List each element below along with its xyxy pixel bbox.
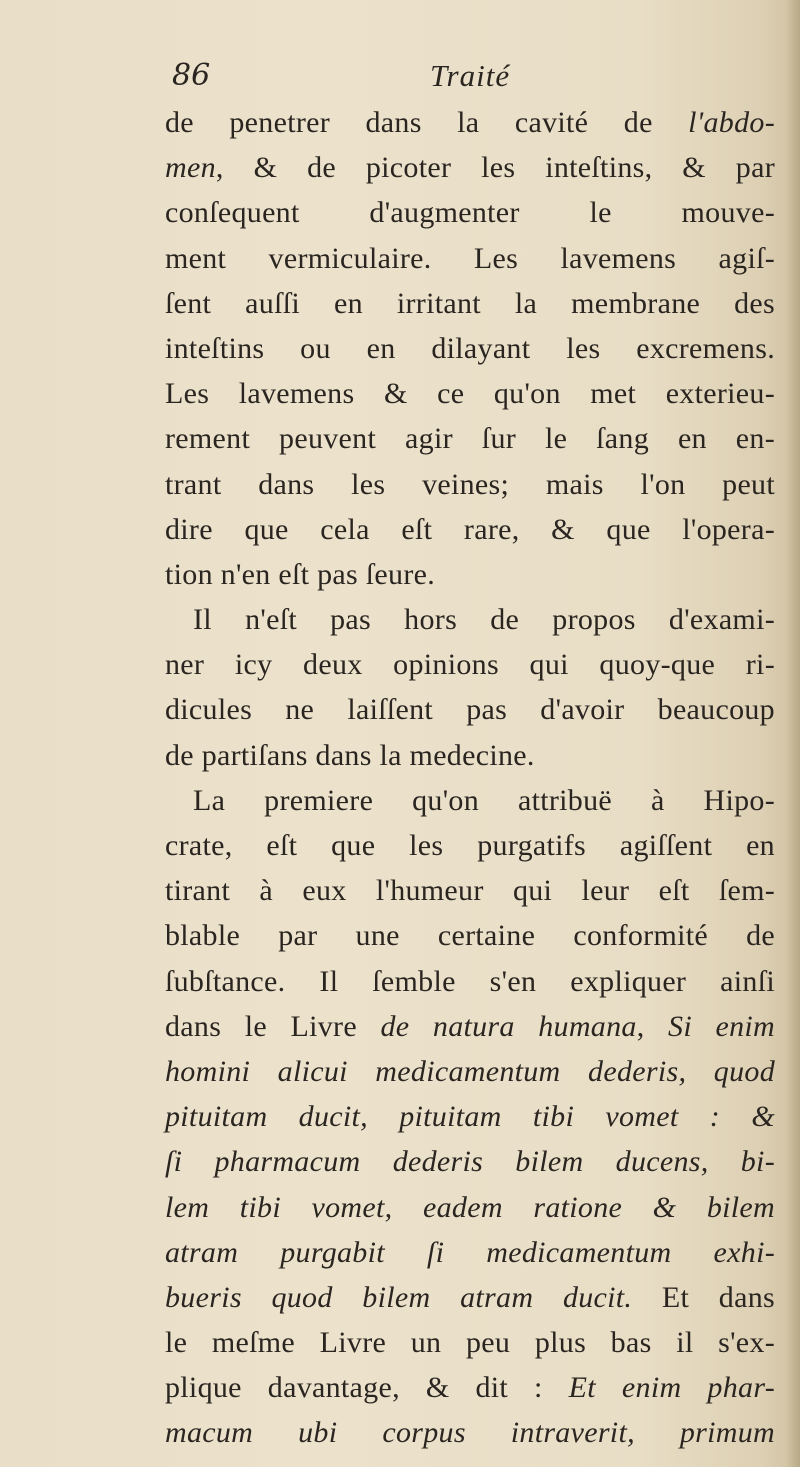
text-line [165, 236, 775, 281]
running-title: Traité [430, 58, 511, 93]
text-segment: ment vermiculaire. Les lavemens agiſ- [165, 241, 775, 275]
text-line [165, 959, 775, 1004]
text-segment: de partiſans dans la medecine. [165, 738, 535, 772]
text-segment: tirant à eux l'humeur qui leur eſt ſem- [165, 874, 775, 908]
text-line [165, 371, 775, 416]
text-line [165, 733, 775, 778]
text-line [165, 416, 775, 461]
italic-text-segment: l'abdo- [688, 106, 775, 139]
text-line [165, 868, 775, 913]
italic-text-segment: atram purgabit ſi medicamentum exhi- [165, 1235, 775, 1269]
italic-text-segment: homini alicui medicamentum dederis, quod [165, 1054, 775, 1088]
text-segment: de penetrer dans la cavité de [165, 106, 689, 139]
italic-text-segment: de natura humana [380, 1009, 637, 1043]
text-segment: ſent auſſi en irritant la membrane des [165, 286, 775, 320]
text-line [165, 687, 775, 732]
text-line [165, 778, 775, 823]
text-line [165, 1185, 775, 1230]
text-line [165, 552, 775, 597]
text-segment: conſequent d'augmenter le mouve- [165, 196, 775, 230]
text-line [165, 145, 775, 190]
italic-text-segment: pituitam ducit, pituitam tibi vomet : & [165, 1100, 775, 1134]
text-line [165, 1230, 775, 1275]
italic-text-segment: bueris quod bilem atram ducit. [165, 1280, 633, 1314]
text-line [165, 507, 775, 552]
text-segment: dans le Livre [165, 1009, 381, 1043]
page-edge-shadow [786, 0, 800, 1467]
text-line [165, 190, 775, 235]
text-segment: , [636, 1009, 669, 1043]
text-line [165, 1004, 775, 1049]
text-segment: rement peuvent agir ſur le ſang en en- [165, 422, 775, 456]
text-segment: Il n'eſt pas hors de propos d'exami- [193, 603, 775, 637]
text-line [165, 913, 775, 958]
text-line [165, 1365, 775, 1410]
text-segment: crate, eſt que les purgatifs agiſſent en [165, 829, 775, 862]
text-segment: blable par une certaine conformité de [165, 919, 775, 953]
text-line [165, 462, 775, 507]
text-segment: dicules ne laiſſent pas d'avoir beaucoup [165, 693, 775, 727]
text-line [165, 1139, 775, 1184]
text-line [165, 1275, 775, 1320]
text-segment: , & de picoter les inteſtins, & par [215, 151, 775, 185]
text-line [165, 1410, 775, 1455]
italic-text-segment: macum ubi corpus intraverit, primum [165, 1416, 775, 1450]
text-segment: inteſtins ou en dilayant les excremens. [165, 331, 775, 365]
text-line [165, 642, 775, 687]
text-line [165, 1049, 775, 1094]
text-segment: Les lavemens & ce qu'on met exterieu- [165, 377, 775, 411]
text-segment: le meſme Livre un peu plus bas il s'ex- [165, 1326, 775, 1360]
text-segment: Et dans [632, 1280, 775, 1314]
page-number: 86 [172, 58, 211, 93]
text-segment: plique davantage, & dit : [165, 1371, 569, 1405]
text-line [165, 1094, 775, 1139]
text-segment: trant dans les veines; mais l'on peut [165, 467, 775, 501]
text-line [165, 1320, 775, 1365]
text-segment: ſubſtance. Il ſemble s'en expliquer ainſi [165, 964, 775, 998]
italic-text-segment: Et enim phar- [568, 1371, 775, 1405]
text-segment: dire que cela eſt rare, & que l'opera- [165, 512, 775, 546]
italic-text-segment: lem tibi vomet, eadem ratione & bilem [165, 1190, 775, 1224]
italic-text-segment: men [165, 151, 216, 185]
text-line [165, 326, 775, 371]
text-line [165, 281, 775, 326]
page-header [172, 58, 772, 98]
text-segment: tion n'en eſt pas ſeure. [165, 557, 436, 591]
text-line [165, 823, 775, 868]
text-segment: La premiere qu'on attribuë à Hipo- [193, 783, 775, 817]
text-line [165, 100, 775, 145]
italic-text-segment: ſi pharmacum dederis bilem ducens, bi- [165, 1145, 775, 1179]
body-text [165, 100, 775, 1456]
italic-text-segment: Si enim [668, 1009, 775, 1043]
text-line [165, 597, 775, 642]
text-segment: ner icy deux opinions qui quoy-que ri- [165, 648, 775, 682]
